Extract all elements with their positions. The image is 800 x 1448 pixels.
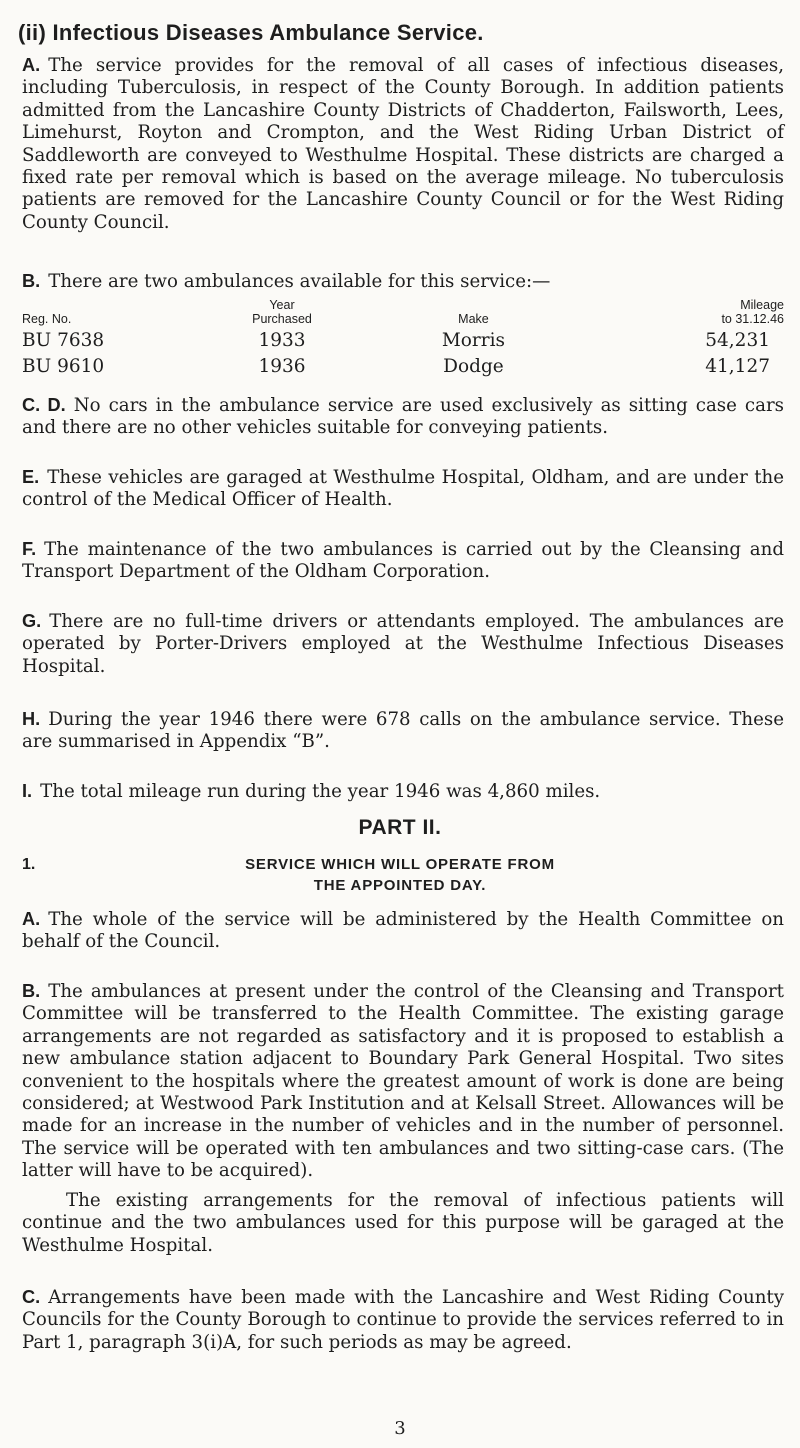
header-reg-no: Reg. No. [22, 312, 72, 326]
paragraph-text: The whole of the service will be administered by the Health Committee on behalf of the Council. [22, 909, 784, 953]
paragraph-text: These vehicles are garaged at Westhulme Hospital, Oldham, and are under the control of the Medical Officer of Health. [22, 467, 784, 511]
paragraph-text: The existing arrangements for the removal of infectious patients will continue and the two ambulances used for this purpose will be garaged at the Westhulme Hospital. [22, 1190, 784, 1256]
section-heading: (ii) Infectious Diseases Ambulance Service. [18, 20, 484, 45]
cell-reg-no: BU 9610 [22, 356, 105, 377]
paragraph-i [22, 780, 784, 803]
page-number: 3 [394, 1418, 406, 1439]
paragraph-e [22, 466, 784, 512]
part2-paragraph-a [22, 908, 784, 954]
cell-reg-no: BU 7638 [22, 330, 105, 351]
ambulance-table [22, 298, 784, 378]
part2-paragraph-b-cont [22, 1190, 784, 1257]
paragraph-letter: B. [22, 271, 41, 291]
paragraph-text: There are two ambulances available for this service:— [48, 271, 551, 292]
cell-make: Morris [441, 330, 506, 351]
paragraph-letter: C. [22, 1287, 41, 1307]
table-row [22, 352, 784, 378]
paragraph-f [22, 538, 784, 584]
section-title [0, 854, 800, 896]
cell-mileage: 54,231 [705, 330, 770, 351]
paragraph-g [22, 610, 784, 678]
paragraph-text: The total mileage run during the year 1946 was 4,860 miles. [40, 781, 601, 802]
paragraph-letter: G. [22, 611, 42, 631]
paragraph-letter: H. [22, 709, 41, 729]
cell-year: 1933 [258, 330, 306, 351]
paragraph-text: There are no full-time drivers or attendants employed. The ambulances are operated by Porter-Drivers employed at the Westhulme Infectious Diseases Hospital. [22, 611, 784, 677]
section-number: 1. [22, 856, 36, 873]
paragraph-letter: A. [22, 909, 41, 929]
header-year-purchased: Year Purchased [252, 298, 312, 326]
cell-mileage: 41,127 [705, 356, 770, 377]
paragraph-text: No cars in the ambulance service are used exclusively as sitting case cars and there are no other vehicles suitable for conveying patients. [22, 395, 784, 439]
part2-paragraph-c [22, 1286, 784, 1354]
header-mileage: Mileage to 31.12.46 [721, 298, 784, 326]
cell-year: 1936 [258, 356, 306, 377]
table-row [22, 326, 784, 352]
table-header-row [22, 298, 784, 326]
part2-paragraph-b [22, 980, 784, 1183]
part-title: PART II. [358, 816, 442, 839]
paragraph-letter: A. [22, 55, 41, 75]
section-title-line: SERVICE WHICH WILL OPERATE FROM [245, 856, 555, 873]
paragraph-letter: F. [22, 539, 37, 559]
paragraph-text: The maintenance of the two ambulances is carried out by the Cleansing and Transport Department of the Oldham Corporation. [22, 539, 784, 583]
paragraph-cd [22, 394, 784, 440]
paragraph-letter: E. [22, 467, 40, 487]
paragraph-letter: I. [22, 781, 33, 801]
cell-make: Dodge [443, 356, 504, 377]
paragraph-letter: B. [22, 981, 41, 1001]
paragraph-a [22, 54, 784, 234]
paragraph-h [22, 708, 784, 754]
section-title-line: THE APPOINTED DAY. [313, 877, 487, 894]
paragraph-letter: C. D. [22, 395, 66, 415]
header-make: Make [458, 312, 489, 326]
paragraph-b [22, 270, 784, 293]
paragraph-text: The service provides for the removal of all cases of infectious diseases, including Tuberculosis, in respect of the County Borough. In addition patients admitted from the Lancashire County Districts of Chadderton, Failsworth, Lees, Limehurst, Royton and Crompton, and the West Riding Urban District of Saddleworth are conveyed to Westhulme Hospital. These districts are charged a fixed rate per removal which is based on the average mileage. No tuberculosis patients are removed for the Lancashire County Council or for the West Riding County Council. [22, 55, 784, 233]
paragraph-text: During the year 1946 there were 678 calls on the ambulance service. These are summarised in Appendix “B”. [22, 709, 784, 753]
paragraph-text: Arrangements have been made with the Lancashire and West Riding County Councils for the County Borough to continue to provide the services referred to in Part 1, paragraph 3(i)A, for such periods as may be agreed. [22, 1287, 784, 1353]
paragraph-text: The ambulances at present under the control of the Cleansing and Transport Committee will be transferred to the Health Committee. The existing garage arrangements are not regarded as satisfactory and it is proposed to establish a new ambulance station adjacent to Boundary Park General Hospital. Two sites convenient to the hospitals where the greatest amount of work is done are being considered; at Westwood Park Institution and at Kelsall Street. Allowances will be made for an increase in the number of vehicles and in the number of personnel. The service will be operated with ten ambulances and two sitting-case cars. (The latter will have to be acquired). [22, 981, 784, 1182]
